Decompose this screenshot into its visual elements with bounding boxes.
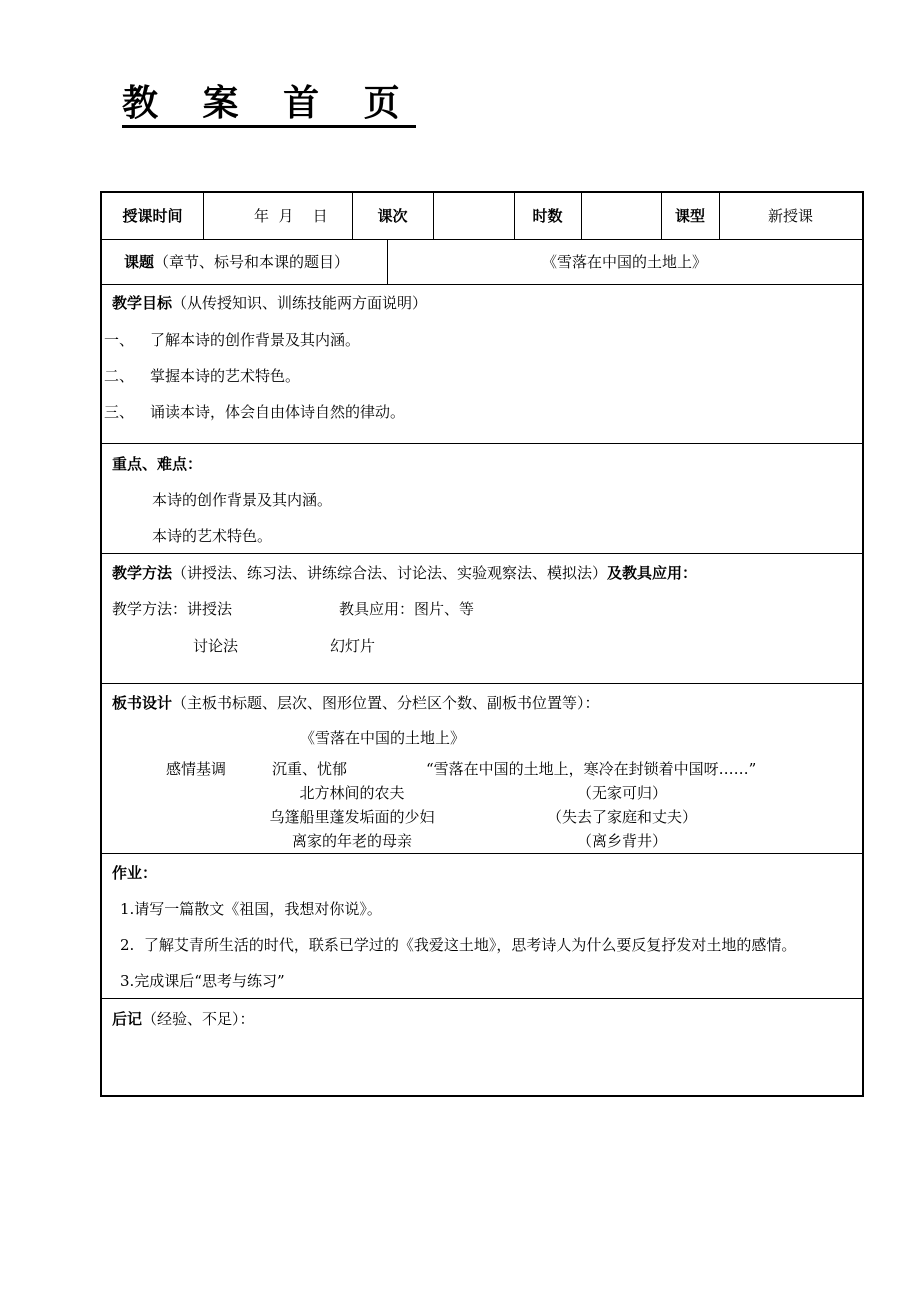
objectives-note: （从传授知识、训练技能两方面说明）: [172, 294, 428, 312]
board-quote: “雪落在中国的土地上，寒冷在封锁着中国呀……”: [426, 760, 757, 778]
type-value: 新授课: [767, 207, 813, 225]
objective-text: 掌握本诗的艺术特色。: [150, 367, 301, 385]
objectives-label: 教学目标: [112, 294, 173, 312]
method-line-2: 讨论法: [193, 637, 239, 655]
board-person: 乌篷船里蓬发垢面的少妇: [269, 808, 435, 826]
objective-text: 了解本诗的创作背景及其内涵。: [150, 331, 361, 349]
board-person: 离家的年老的母亲: [291, 832, 412, 850]
row-divider: [102, 998, 862, 999]
homework-label: 作业：: [112, 864, 158, 882]
col-divider: [203, 193, 204, 239]
methods-label: 教学方法: [112, 564, 173, 582]
postscript-heading: [112, 1009, 255, 1029]
method-line: 教学方法：讲授法: [112, 600, 233, 618]
row-divider: [102, 553, 862, 554]
tools-line-2: 幻灯片: [330, 637, 376, 655]
tone-label: 感情基调: [166, 760, 227, 778]
row-divider: [102, 443, 862, 444]
objective-text: 诵读本诗，体会自由体诗自然的律动。: [150, 403, 406, 421]
methods-note: （讲授法、练习法、讲练综合法、讨论法、实验观察法、模拟法）: [172, 564, 608, 582]
board-heading: [112, 693, 600, 713]
postscript-note: （经验、不足）：: [142, 1010, 255, 1028]
objective-item: [104, 366, 300, 386]
objectives-heading: [112, 293, 427, 313]
time-label: 授课时间: [122, 207, 183, 225]
board-label: 板书设计: [112, 694, 173, 712]
methods-label2: 及教具应用：: [607, 564, 698, 582]
objective-num: 三、: [104, 403, 135, 421]
board-fate: （无家可归）: [576, 784, 667, 802]
page-title: 教 案 首 页: [122, 82, 416, 128]
objective-num: 二、: [104, 367, 135, 385]
topic-value: 《雪落在中国的土地上》: [541, 253, 707, 271]
board-fate: （失去了家庭和丈夫）: [546, 808, 697, 826]
key-point-item: 本诗的艺术特色。: [152, 527, 273, 545]
lesson-plan-table: [100, 191, 864, 1097]
homework-item: 2. 了解艾青所生活的时代，联系已学过的《我爱这土地》，思考诗人为什么要反复抒发对土地的感情。: [120, 936, 797, 954]
postscript-label: 后记: [112, 1010, 143, 1028]
col-divider: [581, 193, 582, 239]
lesson-no-label: 课次: [377, 207, 408, 225]
board-fate: （离乡背井）: [576, 832, 667, 850]
homework-item: 3.完成课后“思考与练习”: [120, 972, 285, 990]
objective-item: [104, 330, 360, 350]
row-divider: [102, 239, 862, 240]
row-divider: [102, 683, 862, 684]
board-note: （主板书标题、层次、图形位置、分栏区个数、副板书位置等）：: [172, 694, 600, 712]
tone-value: 沉重、忧郁: [272, 760, 348, 778]
topic-label-note: （章节、标号和本课的题目）: [154, 253, 350, 271]
type-label: 课型: [674, 207, 705, 225]
date-field: 年 月 日: [254, 207, 328, 225]
col-divider: [433, 193, 434, 239]
row-divider: [102, 284, 862, 285]
objective-item: [104, 402, 405, 422]
key-point-item: 本诗的创作背景及其内涵。: [152, 491, 333, 509]
methods-heading: [112, 563, 697, 583]
hours-label: 时数: [532, 207, 563, 225]
row-divider: [102, 853, 862, 854]
homework-item: 1.请写一篇散文《祖国，我想对你说》。: [120, 900, 382, 918]
key-points-label: 重点、难点：: [112, 455, 203, 473]
tools-line: 教具应用：图片、等: [339, 600, 475, 618]
board-title: 《雪落在中国的土地上》: [300, 729, 466, 747]
board-person: 北方林间的农夫: [299, 784, 405, 802]
topic-label-row: [124, 252, 349, 272]
objective-num: 一、: [104, 331, 135, 349]
topic-label: 课题: [124, 253, 155, 271]
